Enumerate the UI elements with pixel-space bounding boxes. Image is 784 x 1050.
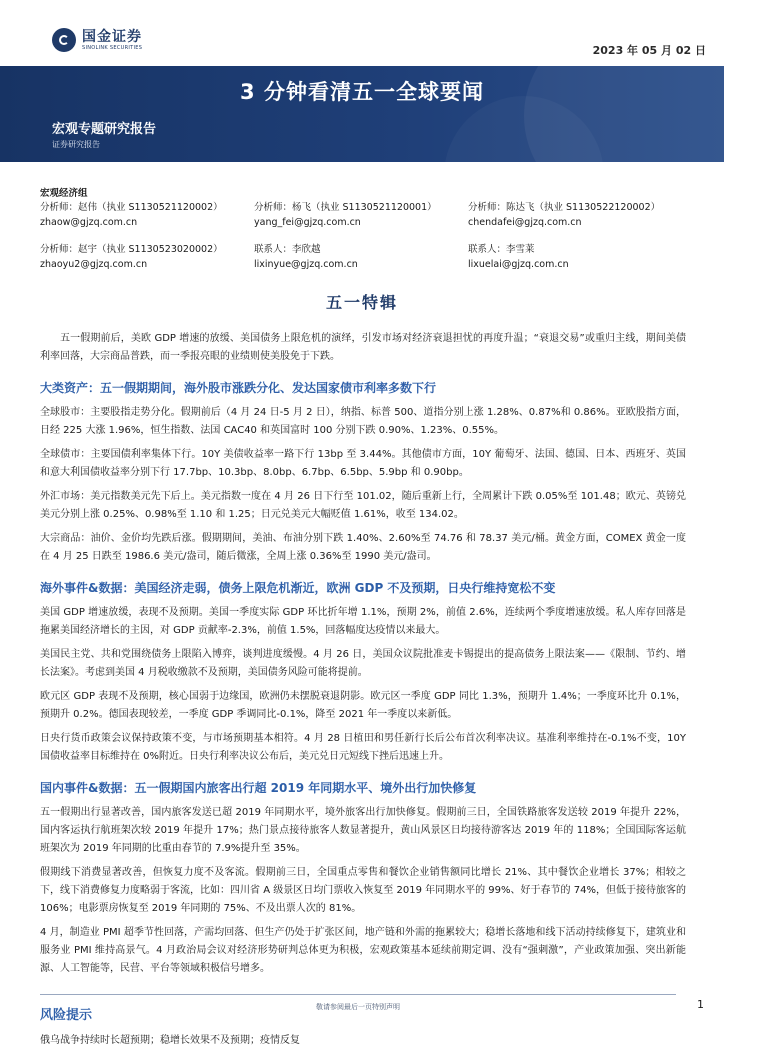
- section-heading-overseas: 海外事件&数据：美国经济走弱，债务上限危机渐近，欧洲 GDP 不及预期，日央行维持宽松不变: [40, 581, 556, 595]
- paragraph: 大宗商品：油价、金价均先跌后涨。假期期间，美油、布油分别下跌 1.40%、2.60%至 74.76 和 78.37 美元/桶。黄金方面，COMEX 黄金一度在 4 月 25 日跌至 1986.6 美元/盎司，随后微涨，全周上涨 0.36%至 1990 美元/盎司。: [40, 533, 686, 562]
- section-title: 五一特辑: [325, 293, 398, 312]
- analyst-email: chendafei@gjzq.com.cn: [468, 217, 582, 228]
- section-heading-assets: 大类资产：五一假期期间，海外股市涨跌分化、发达国家债市利率多数下行: [40, 381, 437, 395]
- logo-english-name: SINOLINK SECURITIES: [82, 44, 143, 51]
- paragraph: 全球股市：主要股指走势分化。假期前后（4 月 24 日-5 月 2 日），纳指、标普 500、道指分别上涨 1.28%、0.87%和 0.86%。亚欧股指方面，日经 225 大涨 1.96%，恒生指数、法国 CAC40 和英国富时 100 分别下跌 0.90%、1.23%、0.55%。: [40, 407, 686, 436]
- page-title: 3 分钟看清五一全球要闻: [240, 80, 484, 104]
- paragraph: 美国 GDP 增速放缓，表现不及预期。美国一季度实际 GDP 环比折年增 1.1%，预期 2%，前值 2.6%，连续两个季度增速放缓。私人库存回落是拖累美国经济增长的主因，对 GDP 贡献率-2.3%，前值 1.5%，回落幅度达疫情以来最大。: [40, 607, 686, 636]
- paragraph: 日央行货币政策会议保持政策不变，与市场预期基本相符。4 月 28 日植田和男任新行长后公布首次利率决议。基准利率维持在-0.1%不变，10Y 国债收益率目标维持在 0%附近。日央行利率决议公布后，美元兑日元短线下挫后迅速上升。: [40, 733, 686, 762]
- contact-email: lixuelai@gjzq.com.cn: [468, 259, 569, 270]
- logo-icon: [52, 28, 76, 52]
- paragraph: 假期线下消费显著改善，但恢复力度不及客流。假期前三日，全国重点零售和餐饮企业销售额同比增长 21%、其中餐饮企业增长 37%；相较之下，线下消费修复力度略弱于客流，比如：四川省 A 级景区日均门票收入恢复至 2019 年同期水平的 99%、好于春节的 74%，但低于接待旅客的 106%；电影票房恢复至 2019 年同期的 75%、不及出票人次的 81%。: [40, 867, 686, 914]
- analyst-card: [468, 199, 688, 228]
- analyst-email: yang_fei@gjzq.com.cn: [254, 217, 361, 228]
- contact-name: 联系人：李欣越: [254, 244, 321, 255]
- report-subtype: 证券研究报告: [52, 140, 100, 149]
- analyst-email: zhaoyu2@gjzq.com.cn: [40, 259, 148, 270]
- report-type: 宏观专题研究报告: [52, 122, 157, 137]
- analyst-card: [468, 241, 688, 270]
- paragraph: 全球债市：主要国债利率集体下行。10Y 美债收益率一路下行 13bp 至 3.44%。其他债市方面，10Y 葡萄牙、法国、德国、日本、西班牙、英国和意大利国债收益率分别下行 17.7bp、10.3bp、8.0bp、6.7bp、6.5bp、5.9bp 和 0.90bp。: [40, 449, 686, 478]
- paragraph: 外汇市场：美元指数美元先下后上。美元指数一度在 4 月 26 日下行至 101.02，随后重新上行，全周累计下跌 0.05%至 101.48；欧元、英镑兑美元分别上涨 0.25%、0.98%至 1.10 和 1.25；日元兑美元大幅贬值 1.61%，收至 134.02。: [40, 491, 686, 520]
- page-footer: [40, 986, 704, 1024]
- contact-name: 联系人：李雪莱: [468, 244, 535, 255]
- title-banner: [0, 66, 724, 162]
- analyst-name: 分析师：陈达飞（执业 S1130522120002）: [468, 202, 661, 213]
- analyst-name: 分析师：杨飞（执业 S1130521120001）: [254, 202, 437, 213]
- paragraph: 4 月，制造业 PMI 超季节性回落，产需均回落、但生产仍处于扩张区间，地产链和外需的拖累较大；稳增长落地和线下活动持续修复下，建筑业和服务业 PMI 维持高景气。4 月政治局会议对经济形势研判总体更为积极，宏观政策基本延续前期定调、没有“强刺激”，产业政策加强、突出新能源、人工智能等，民营、平台等领域积极信号增多。: [40, 927, 686, 974]
- analyst-card: [254, 241, 474, 270]
- team-name: 宏观经济组: [40, 188, 88, 199]
- footer-divider: [40, 994, 676, 995]
- paragraph: 欧元区 GDP 表现不及预期，核心国弱于边缘国，欧洲仍未摆脱衰退阴影。欧元区一季度 GDP 同比 1.3%，预期升 1.4%；一季度环比升 0.1%，预期升 0.2%。德国表现较差，一季度 GDP 季调同比-0.1%，降至 2021 年一季度以来新低。: [40, 691, 686, 720]
- intro-paragraph: 五一假期前后，美欧 GDP 增速的放缓、美国债务上限危机的演绎，引发市场对经济衰退担忧的再度升温；“衰退交易”或重归主线，期间美债利率回落，大宗商品普跌，而一季报亮眼的业绩则使美股免于下跌。: [40, 333, 686, 362]
- company-logo: [52, 28, 142, 52]
- analyst-card: [40, 241, 260, 270]
- report-header: [0, 0, 724, 170]
- risk-heading: 风险提示: [40, 1008, 93, 1023]
- section-heading-domestic: 国内事件&数据：五一假期国内旅客出行超 2019 年同期水平、境外出行加快修复: [40, 781, 477, 795]
- analyst-email: zhaow@gjzq.com.cn: [40, 217, 138, 228]
- paragraph: 五一假期出行显著改善，国内旅客发送已超 2019 年同期水平，境外旅客出行加快修复。假期前三日，全国铁路旅客发送较 2019 年提升 22%，国内客运执行航班架次较 2019 年提升 17%；热门景点接待旅客人数显著提升，黄山风景区日均接待游客达 2019 年的 118%；全国国际客运航班架次为 2019 年同期的比重由春节的 7.9%提升至 35%。: [40, 807, 686, 854]
- analyst-name: 分析师：赵宇（执业 S1130523020002）: [40, 244, 223, 255]
- paragraph: 美国民主党、共和党围绕债务上限陷入博弈，谈判进度缓慢。4 月 26 日，美国众议院批准麦卡锡提出的提高债务上限法案——《限制、节约、增长法案》。考虑到美国 4 月税收缴款不及预期，美国债务风险可能将提前。: [40, 649, 686, 678]
- analyst-card: [40, 199, 260, 228]
- risk-text: 俄乌战争持续时长超预期；稳增长效果不及预期；疫情反复: [40, 1035, 300, 1046]
- logo-chinese-name: 国金证券: [82, 28, 142, 45]
- contact-email: lixinyue@gjzq.com.cn: [254, 259, 358, 270]
- report-body: [40, 330, 686, 1050]
- page-number: 1: [697, 998, 704, 1011]
- analyst-block: [40, 185, 690, 270]
- analyst-card: [254, 199, 474, 228]
- footer-disclaimer: 敬请参阅最后一页特别声明: [316, 1003, 400, 1011]
- report-date: 2023 年 05 月 02 日: [592, 44, 706, 57]
- analyst-name: 分析师：赵伟（执业 S1130521120002）: [40, 202, 223, 213]
